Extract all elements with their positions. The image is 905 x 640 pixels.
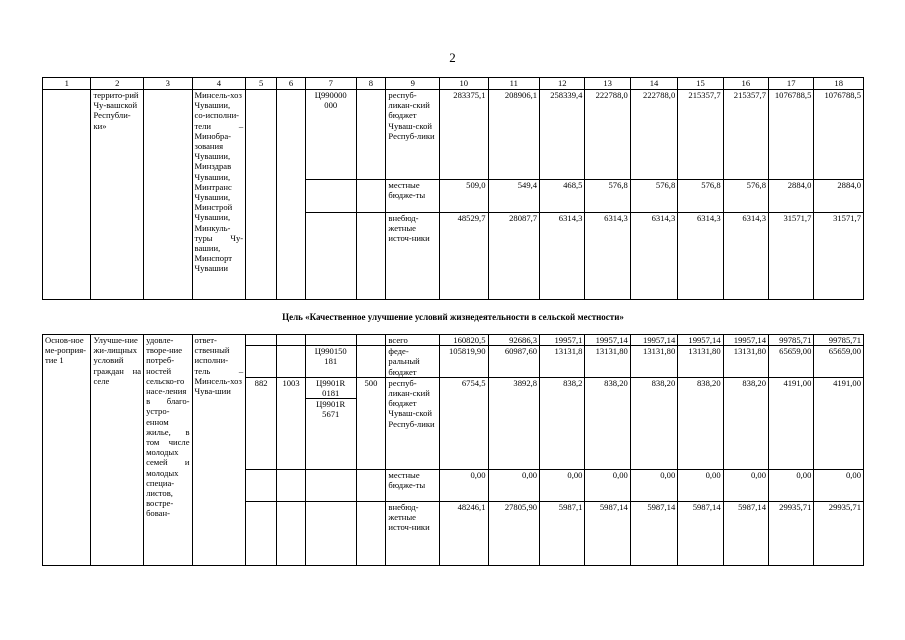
cell-value: 28087,7 xyxy=(488,213,540,300)
cell-col6 xyxy=(277,501,306,565)
cell-value: 208906,1 xyxy=(488,90,540,180)
header-cell: 17 xyxy=(769,78,814,90)
header-cell: 15 xyxy=(678,78,723,90)
cell-value: 6314,3 xyxy=(630,213,677,300)
cell-col8 xyxy=(356,469,386,501)
cell-executors: Минсель-хоз Чувашии, со-исполни-тели – Минобра-зования Чувашии, Минздрав Чувашии, Минтранс Чувашии, Минстрой Чувашии, Минкуль-туры Чу-вашии, Минспорт Чувашии xyxy=(192,90,246,300)
cell-value: 6314,3 xyxy=(678,213,723,300)
cell-value: 48246,1 xyxy=(440,501,488,565)
cell-source: респуб-ликан-ский бюджет Чуваш-ской Респуб-лики xyxy=(386,90,440,180)
header-cell: 11 xyxy=(488,78,540,90)
cell-source: респуб-ликан-ский бюджет Чуваш-ской Респуб-лики xyxy=(386,377,440,469)
cell-source: феде-ральный бюджет xyxy=(386,346,440,378)
cell-value: 13131,8 xyxy=(540,346,585,378)
cell-value: 5987,14 xyxy=(678,501,723,565)
cell-value: 5987,14 xyxy=(723,501,768,565)
header-cell: 18 xyxy=(814,78,864,90)
cell-value: 3892,8 xyxy=(488,377,540,469)
cell-value: 0,00 xyxy=(723,469,768,501)
cell-code xyxy=(305,469,356,501)
cell-col5 xyxy=(246,346,277,378)
cell-col8 xyxy=(356,335,386,346)
cell-code xyxy=(305,377,356,469)
cell-value: 576,8 xyxy=(585,180,630,213)
cell-value: 27805,90 xyxy=(488,501,540,565)
cell-value: 0,00 xyxy=(630,469,677,501)
cell-value: 1076788,5 xyxy=(769,90,814,180)
cell-code xyxy=(305,335,356,346)
cell-value: 2884,0 xyxy=(814,180,864,213)
cell-col5 xyxy=(246,90,277,300)
header-cell: 13 xyxy=(585,78,630,90)
goal-title: Цель «Качественное улучшение условий жизнедеятельности в сельской местности» xyxy=(282,312,624,322)
cell-col8 xyxy=(356,180,386,213)
cell-value: 222788,0 xyxy=(630,90,677,180)
cell-value: 215357,7 xyxy=(723,90,768,180)
cell-value: 283375,1 xyxy=(440,90,488,180)
cell-value: 468,5 xyxy=(540,180,585,213)
cell-value: 65659,00 xyxy=(769,346,814,378)
cell-value: 6314,3 xyxy=(585,213,630,300)
cell-value: 576,8 xyxy=(723,180,768,213)
cell-col5 xyxy=(246,335,277,346)
cell-value: 5987,14 xyxy=(630,501,677,565)
cell-value: 4191,00 xyxy=(814,377,864,469)
cell-value: 0,00 xyxy=(585,469,630,501)
cell-value: 19957,14 xyxy=(678,335,723,346)
cell-value: 6314,3 xyxy=(723,213,768,300)
cell-col8 xyxy=(356,213,386,300)
cell-value: 65659,00 xyxy=(814,346,864,378)
cell-code xyxy=(305,213,356,300)
cell-value: 838,20 xyxy=(678,377,723,469)
header-cell: 9 xyxy=(386,78,440,90)
cell-value: 215357,7 xyxy=(678,90,723,180)
page-number: 2 xyxy=(449,50,456,65)
header-cell: 14 xyxy=(630,78,677,90)
cell-col6 xyxy=(277,90,306,300)
cell-value: 5987,14 xyxy=(585,501,630,565)
cell-value: 838,20 xyxy=(630,377,677,469)
budget-table-continued xyxy=(42,77,864,300)
cell-value: 549,4 xyxy=(488,180,540,213)
cell-value: 29935,71 xyxy=(769,501,814,565)
cell-col5 xyxy=(246,469,277,501)
cell-value: 13131,80 xyxy=(585,346,630,378)
cell-value: 838,2 xyxy=(540,377,585,469)
header-cell: 4 xyxy=(192,78,246,90)
table-row xyxy=(43,335,864,346)
cell-value: 6314,3 xyxy=(540,213,585,300)
cell-value: 19957,14 xyxy=(585,335,630,346)
cell-value: 1076788,5 xyxy=(814,90,864,180)
header-cell: 1 xyxy=(43,78,91,90)
cell-value: 160820,5 xyxy=(440,335,488,346)
cell-value: 838,20 xyxy=(585,377,630,469)
cell-activity-name: Улучше-ние жи-лищных условий граждан на селе xyxy=(91,335,144,566)
header-row xyxy=(43,78,864,90)
cell-source: всего xyxy=(386,335,440,346)
cell-executor: ответ-ственный исполни-тель – Минсель-хоз Чува-шии xyxy=(192,335,246,566)
cell-value: 838,20 xyxy=(723,377,768,469)
cell-value: 576,8 xyxy=(630,180,677,213)
cell-code: Ц990000 000 xyxy=(305,90,356,180)
cell-code xyxy=(305,180,356,213)
cell-value: 60987,60 xyxy=(488,346,540,378)
cell-territory: террито-рий Чу-вашской Республи-ки» xyxy=(91,90,144,300)
cell-value: 222788,0 xyxy=(585,90,630,180)
header-cell: 2 xyxy=(91,78,144,90)
cell-activity-number: Основ-ное ме-роприя-тие 1 xyxy=(43,335,91,566)
header-cell: 10 xyxy=(440,78,488,90)
cell-value: 0,00 xyxy=(488,469,540,501)
cell-value: 31571,7 xyxy=(814,213,864,300)
cell-value: 0,00 xyxy=(814,469,864,501)
header-cell: 6 xyxy=(277,78,306,90)
header-cell: 7 xyxy=(305,78,356,90)
cell-value: 0,00 xyxy=(769,469,814,501)
cell-col6 xyxy=(277,469,306,501)
cell-value: 48529,7 xyxy=(440,213,488,300)
cell-value: 13131,80 xyxy=(630,346,677,378)
cell-ministry-code: 882 xyxy=(246,377,277,469)
cell-expense-type: 500 xyxy=(356,377,386,469)
cell-col6 xyxy=(277,346,306,378)
cell-value: 5987,1 xyxy=(540,501,585,565)
table-row xyxy=(43,90,864,180)
cell-value: 13131,80 xyxy=(723,346,768,378)
cell-value: 99785,71 xyxy=(769,335,814,346)
cell-col3 xyxy=(144,90,192,300)
cell-col6 xyxy=(277,335,306,346)
header-cell: 8 xyxy=(356,78,386,90)
cell-col8 xyxy=(356,90,386,180)
cell-value: 4191,00 xyxy=(769,377,814,469)
cell-col8 xyxy=(356,346,386,378)
cell-value: 19957,14 xyxy=(723,335,768,346)
cell-code: Ц990150 181 xyxy=(305,346,356,378)
cell-col5 xyxy=(246,501,277,565)
cell-value: 13131,80 xyxy=(678,346,723,378)
cell-section-code: 1003 xyxy=(277,377,306,469)
cell-source: местные бюдже-ты xyxy=(386,180,440,213)
cell-value: 0,00 xyxy=(678,469,723,501)
cell-activity-goal: удовле-творе-ние потреб-ностей сельско-го насе-ления в благо-устро-енном жилье, в том числе молодых семей и молодых специа-листов, востре-бован- xyxy=(144,335,192,566)
cell-value: 2884,0 xyxy=(769,180,814,213)
cell-source: местные бюдже-ты xyxy=(386,469,440,501)
code-rep-a: Ц9901R 0181 xyxy=(316,377,346,399)
cell-col8 xyxy=(356,501,386,565)
cell-value: 0,00 xyxy=(540,469,585,501)
cell-value: 258339,4 xyxy=(540,90,585,180)
code-rep-b: Ц9901R 5671 xyxy=(306,398,356,419)
cell-col1 xyxy=(43,90,91,300)
cell-value: 6754,5 xyxy=(440,377,488,469)
cell-value: 19957,1 xyxy=(540,335,585,346)
cell-value: 105819,90 xyxy=(440,346,488,378)
cell-value: 99785,71 xyxy=(814,335,864,346)
cell-code xyxy=(305,501,356,565)
cell-value: 92686,3 xyxy=(488,335,540,346)
budget-table-main-activity xyxy=(42,334,864,566)
cell-source: внебюд-жетные источ-ники xyxy=(386,213,440,300)
cell-value: 19957,14 xyxy=(630,335,677,346)
cell-value: 576,8 xyxy=(678,180,723,213)
cell-value: 29935,71 xyxy=(814,501,864,565)
cell-value: 509,0 xyxy=(440,180,488,213)
header-cell: 16 xyxy=(723,78,768,90)
header-cell: 3 xyxy=(144,78,192,90)
header-cell: 12 xyxy=(540,78,585,90)
cell-source: внебюд-жетные источ-ники xyxy=(386,501,440,565)
header-cell: 5 xyxy=(246,78,277,90)
cell-value: 31571,7 xyxy=(769,213,814,300)
cell-value: 0,00 xyxy=(440,469,488,501)
